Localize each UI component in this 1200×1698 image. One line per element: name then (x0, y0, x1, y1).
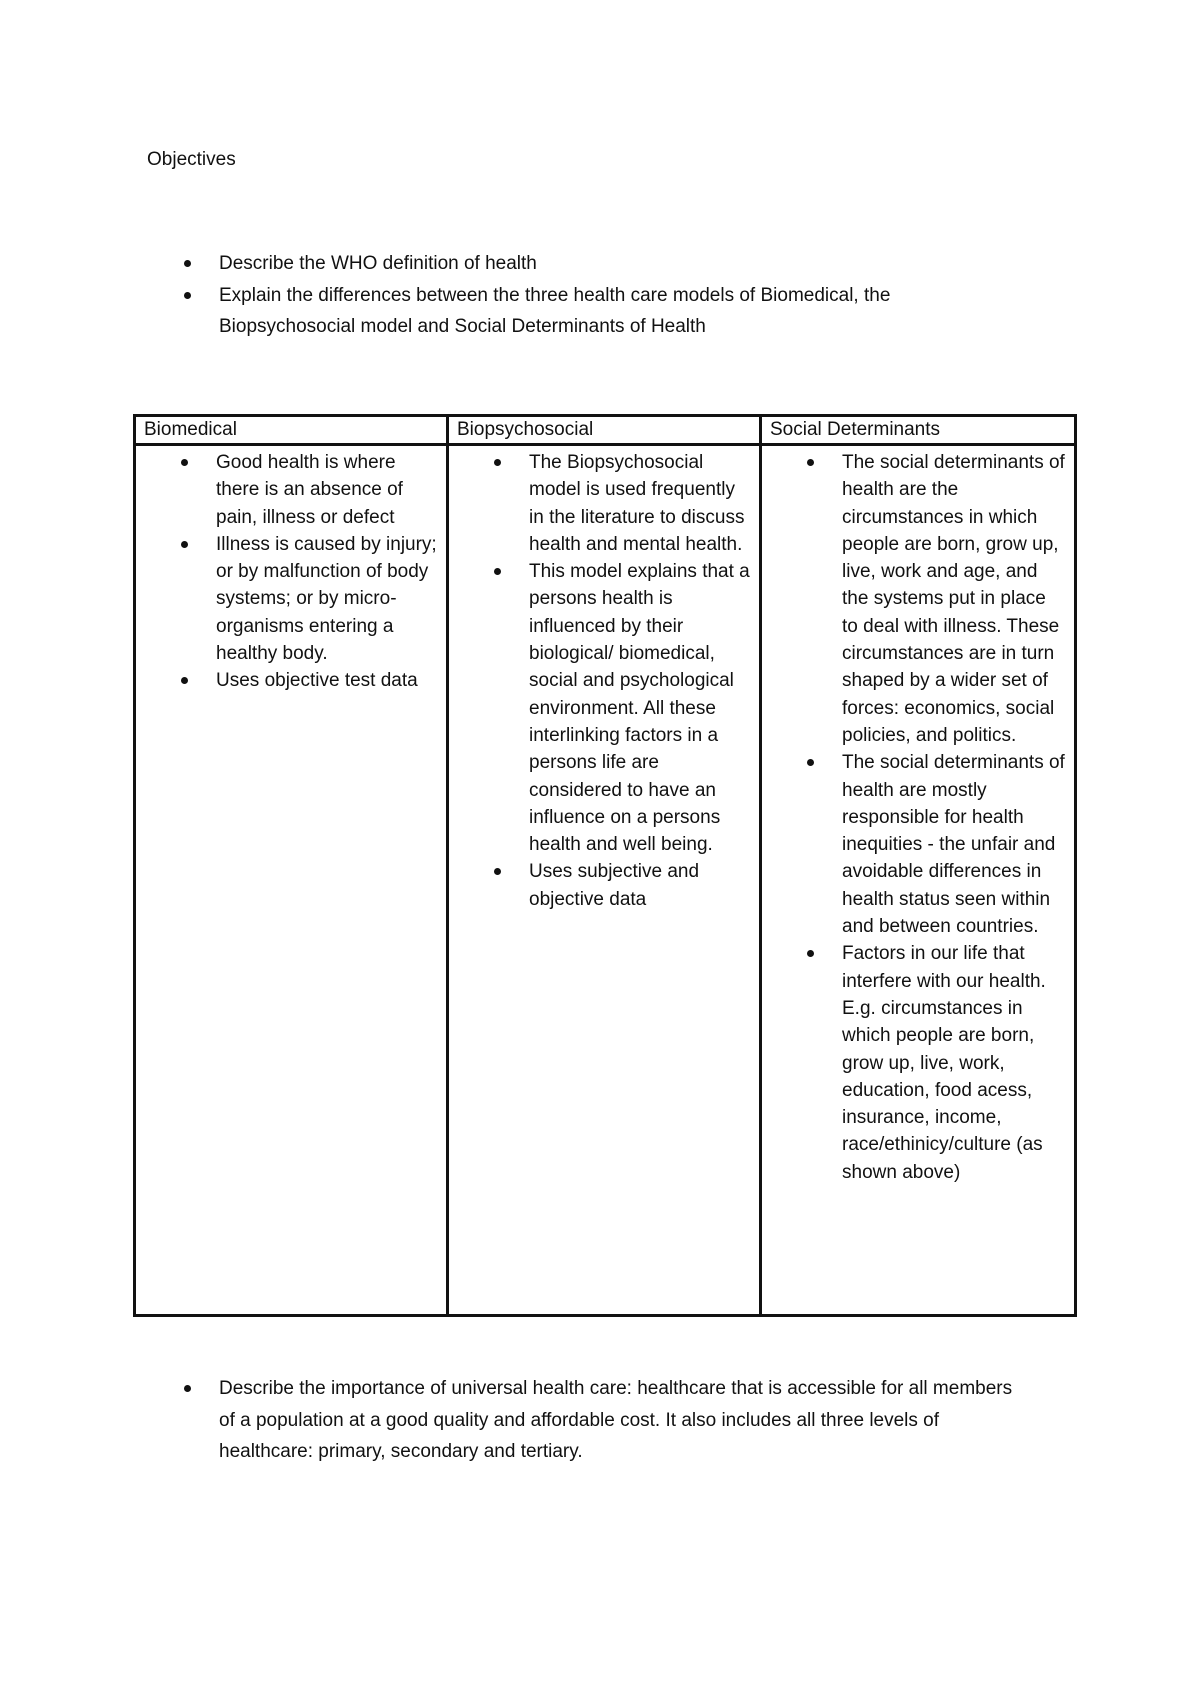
column-header-social-determinants: Social Determinants (761, 416, 1076, 445)
table-header-row (135, 416, 1076, 445)
column-header-biopsychosocial: Biopsychosocial (448, 416, 761, 445)
list-item: Uses subjective and objective data (457, 858, 751, 913)
list-item: The social determinants of health are the circumstances in which people are born, grow up, live, work and age, and the systems put in place to deal with illness. These circumstances are in turn shaped by a wider set of forces: economics, social policies, and politics. (770, 449, 1066, 749)
health-models-table (133, 414, 1077, 1317)
table-row (135, 445, 1076, 1316)
social-determinants-list (770, 449, 1066, 1186)
list-item: Illness is caused by injury; or by malfunction of body systems; or by micro-organisms entering a healthy body. (144, 531, 438, 667)
objective-item: Explain the differences between the three health care models of Biomedical, the Biopsychosocial model and Social Determinants of Health (147, 280, 1007, 343)
column-header-biomedical: Biomedical (135, 416, 448, 445)
biomedical-cell (135, 445, 448, 1316)
list-item: Uses objective test data (144, 667, 438, 694)
objective-item: Describe the WHO definition of health (147, 248, 1007, 280)
objectives-list (147, 248, 1007, 343)
list-item: This model explains that a persons health is influenced by their biological/ biomedical, social and psychological environment. All these interlinking factors in a persons life are considered to have an influence on a persons health and well being. (457, 558, 751, 858)
list-item: The Biopsychosocial model is used frequently in the literature to discuss health and mental health. (457, 449, 751, 558)
list-item: Good health is where there is an absence of pain, illness or defect (144, 449, 438, 531)
list-item: Factors in our life that interfere with our health. E.g. circumstances in which people are born, grow up, live, work, education, food acess, insurance, income, race/ethinicy/culture (as shown above) (770, 940, 1066, 1186)
biopsychosocial-list (457, 449, 751, 913)
biopsychosocial-cell (448, 445, 761, 1316)
social-determinants-cell (761, 445, 1076, 1316)
page-heading: Objectives (147, 149, 236, 170)
list-item: The social determinants of health are mostly responsible for health inequities - the unfair and avoidable differences in health status seen within and between countries. (770, 749, 1066, 940)
biomedical-list (144, 449, 438, 695)
objective-item: Describe the importance of universal health care: healthcare that is accessible for all members of a population at a good quality and affordable cost. It also includes all three levels of healthcare: primary, secondary and tertiary. (147, 1373, 1017, 1468)
universal-care-list (147, 1373, 1017, 1468)
